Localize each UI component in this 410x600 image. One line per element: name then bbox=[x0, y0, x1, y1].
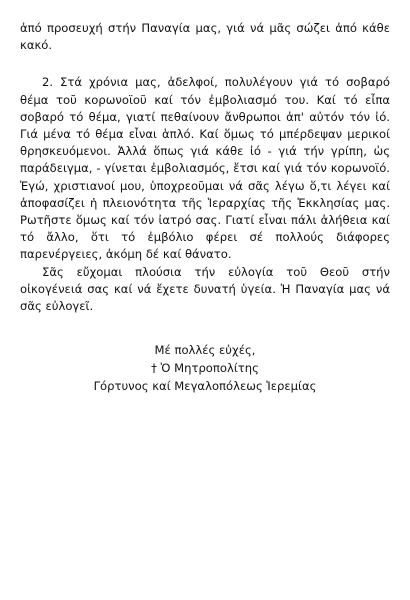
signature-name: Γόρτυνος καί Μεγαλοπόλεως Ἱερεμίας bbox=[93, 379, 317, 394]
document-page bbox=[20, 20, 390, 395]
signature-greeting: Μέ πολλές εὐχές, bbox=[154, 343, 256, 358]
opening-paragraph: ἀπό προσευχή στήν Παναγία μας, γιά νά μᾶς σώζει ἀπό κάθε κακό. bbox=[20, 21, 390, 53]
closing-paragraph: Σᾶς εὔχομαι πλούσια τήν εὐλογία τοῦ Θεοῦ στήν οἰκογένειά σας καί νά ἔχετε δυνατή ὑγεία. Ἡ Παναγία μας νά σᾶς εὐλογεῖ. bbox=[20, 264, 390, 314]
paragraph-2: 2. Στά χρόνια μας, ἀδελφοί, πολυλέγουν γιά τό σοβαρό θέμα τοῦ κορωνοϊοῦ καί τόν ἐμβολιασμό του. Καί τό εἶπα σοβαρό τό θέμα, γιατί πεθαίνουν ἄνθρωποι ἀπ' αὐτόν τόν ἰό. Γιά μένα τό θέμα εἶναι ἁπλό. Καί ὅμως τό μπέρδεψαν μερικοί θρησκευόμενοι. Ἀλλά ὅπως γιά κάθε ἰό - γιά τήν γρίπη, ὡς παράδειγμα, - γίνεται ἐμβολιασμός, ἔτσι καί γιά τόν κορωνοϊό. Ἐγώ, χριστιανοί μου, ὑποχρεοῦμαι νά σᾶς λέγω ὅ,τι λέγει καί ἀποφασίζει ἡ πλειονότητα τῆς Ἱεραρχίας τῆς Ἐκκλησίας μας. Ρωτῆστε ὅμως καί τόν ἰατρό σας. Γιατί εἶναι πάλι ἀλήθεια καί τό ἄλλο, ὅτι τό ἐμβόλιο φέρει σέ πολλούς διάφορες παρενέργειες, ἀκόμη δέ καί θάνατο. bbox=[20, 75, 390, 262]
signature-title: † Ὁ Μητροπολίτης bbox=[151, 361, 259, 376]
signature-block bbox=[20, 341, 390, 395]
